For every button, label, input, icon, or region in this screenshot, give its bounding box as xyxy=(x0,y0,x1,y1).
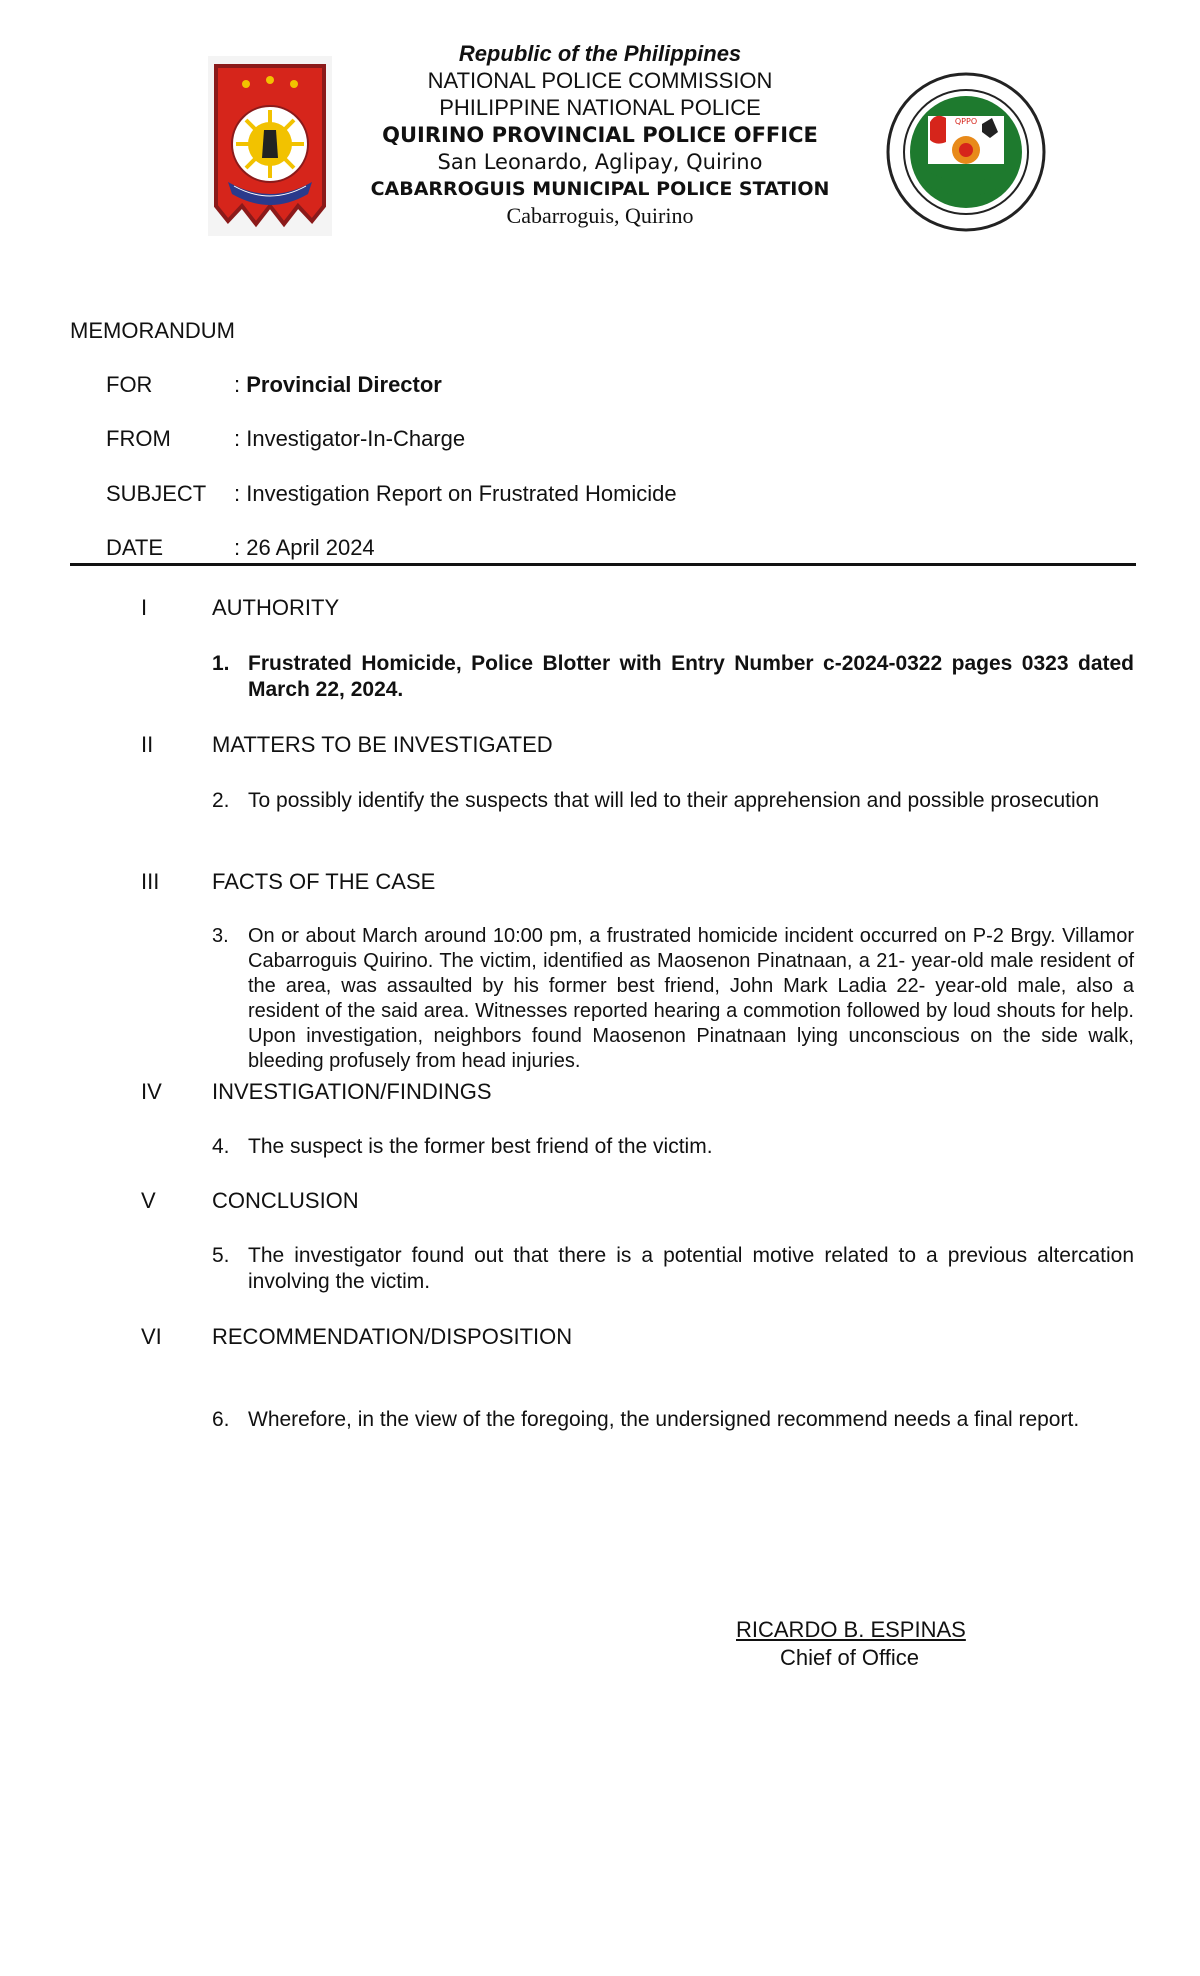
letterhead-line-address: San Leonardo, Aglipay, Quirino xyxy=(437,150,763,174)
list-item-3 xyxy=(212,924,1134,1074)
list-item-4 xyxy=(212,1134,1134,1160)
list-item-text: On or about March around 10:00 pm, a frustrated homicide incident occurred on P-2 Brgy. Villamor Cabarroguis Quirino. The victim, identified as Maosenon Pinatnaan, a 21- year-old male resident of the area, was assaulted by his former best friend, John Mark Ladia 22- year-old male, also a resident of the said area. Witnesses reported hearing a commotion followed by loud shouts for help. Upon investigation, neighbors found Maosenon Pinatnaan lying unconscious on the side walk, bleeding profusely from head injuries. xyxy=(248,925,1134,1072)
memo-subject-row xyxy=(106,481,677,507)
memo-from-row xyxy=(106,426,465,452)
section-number: VI xyxy=(141,1324,162,1349)
list-item-number: 4. xyxy=(212,1135,230,1158)
list-item-number: 3. xyxy=(212,925,229,947)
header-divider xyxy=(70,563,1136,566)
memo-from-value: : Investigator-In-Charge xyxy=(234,426,466,451)
section-title-facts: FACTS OF THE CASE xyxy=(212,869,436,894)
letterhead xyxy=(0,40,1200,229)
section-number: I xyxy=(141,595,148,620)
section-number: IV xyxy=(141,1079,162,1104)
section-title-conclusion: CONCLUSION xyxy=(212,1188,359,1213)
memo-for-value: Provincial Director xyxy=(246,372,442,397)
memo-for-colon: : xyxy=(234,372,247,397)
list-item-text: Frustrated Homicide, Police Blotter with Entry Number c-2024-0322 pages 0323 dated March 22, 2024. xyxy=(248,652,1134,701)
section-title-authority: AUTHORITY xyxy=(212,595,340,620)
memo-date-label: DATE xyxy=(106,535,164,560)
memo-for-row xyxy=(106,372,442,398)
list-item-text: The suspect is the former best friend of the victim. xyxy=(248,1135,713,1158)
memo-for-label: FOR xyxy=(106,372,153,397)
list-item-number: 1. xyxy=(212,652,230,675)
list-item-2 xyxy=(212,788,1134,814)
letterhead-line-napolcom: NATIONAL POLICE COMMISSION xyxy=(427,68,773,93)
list-item-text: Wherefore, in the view of the foregoing, the undersigned recommend needs a final report. xyxy=(248,1408,1080,1431)
section-title-findings: INVESTIGATION/FINDINGS xyxy=(212,1079,492,1104)
memo-date-row xyxy=(106,535,375,561)
svg-text:QPPO: QPPO xyxy=(954,117,978,126)
list-item-number: 5. xyxy=(212,1244,230,1267)
memo-date-value: : 26 April 2024 xyxy=(234,535,375,560)
memo-title: MEMORANDUM xyxy=(70,318,235,343)
list-item-5 xyxy=(212,1243,1134,1295)
section-title-recommendation: RECOMMENDATION/DISPOSITION xyxy=(212,1324,573,1349)
list-item-text: To possibly identify the suspects that will led to their apprehension and possible prosecution xyxy=(248,789,1100,812)
memo-subject-label: SUBJECT xyxy=(106,481,207,506)
letterhead-line-pnp: PHILIPPINE NATIONAL POLICE xyxy=(439,95,761,120)
section-number: V xyxy=(141,1188,156,1213)
section-number: III xyxy=(141,869,160,894)
signatory-title: Chief of Office xyxy=(780,1645,919,1670)
memo-subject-value: : Investigation Report on Frustrated Homicide xyxy=(234,481,677,506)
section-title-matters: MATTERS TO BE INVESTIGATED xyxy=(212,732,553,757)
list-item-6 xyxy=(212,1404,1134,1436)
letterhead-line-provincial-office: QUIRINO PROVINCIAL POLICE OFFICE xyxy=(382,123,818,147)
list-item-number: 2. xyxy=(212,789,230,812)
list-item-1 xyxy=(212,651,1134,703)
section-number: II xyxy=(141,732,154,757)
list-item-number: 6. xyxy=(212,1408,230,1431)
letterhead-line-republic: Republic of the Philippines xyxy=(458,41,742,66)
letterhead-line-town: Cabarroguis, Quirino xyxy=(506,203,694,228)
signatory-name: RICARDO B. ESPINAS xyxy=(736,1617,966,1642)
letterhead-line-station: CABARROGUIS MUNICIPAL POLICE STATION xyxy=(370,178,830,200)
list-item-text: The investigator found out that there is a potential motive related to a previous altercation involving the victim. xyxy=(248,1244,1134,1293)
memo-from-label: FROM xyxy=(106,426,171,451)
